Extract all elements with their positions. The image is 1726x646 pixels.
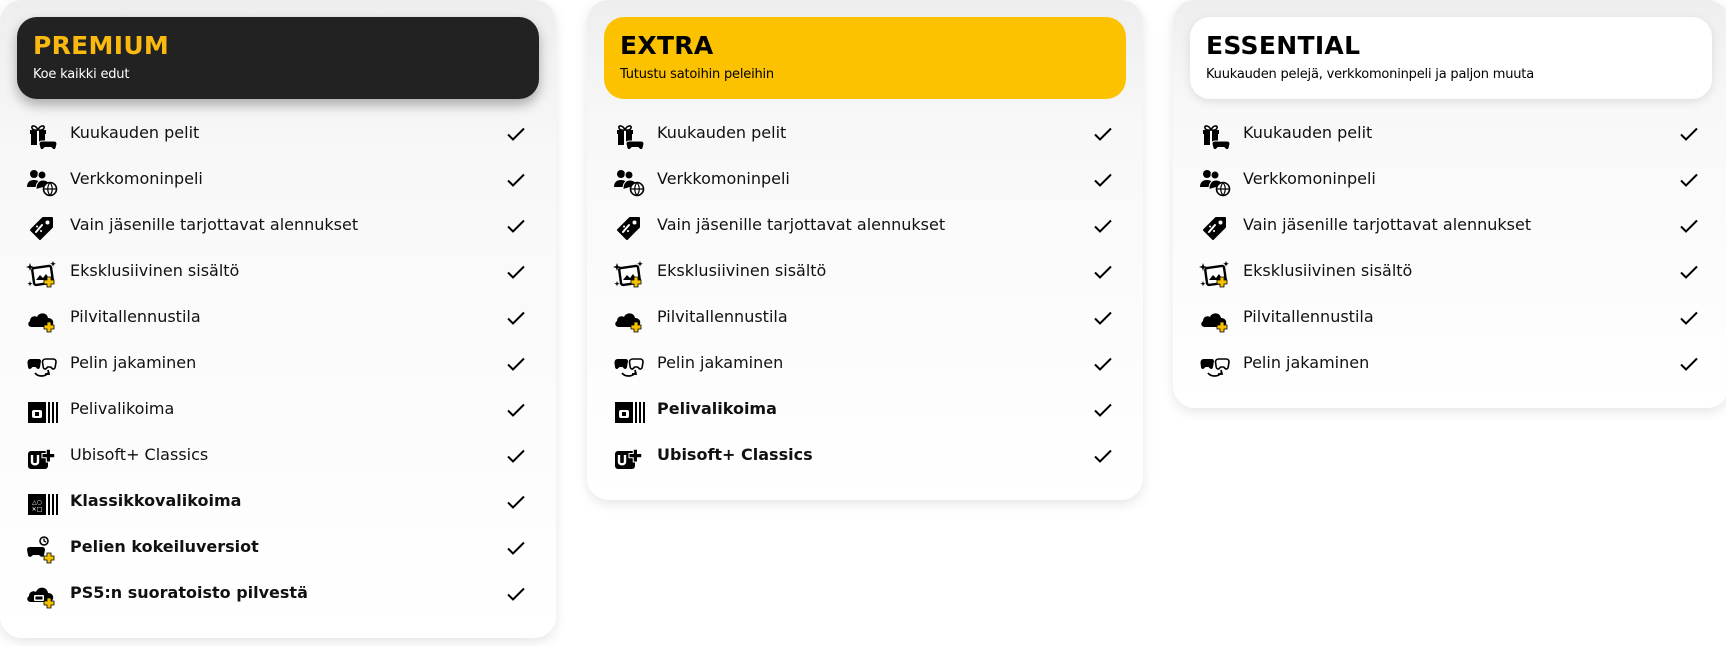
exclusive-content-icon [613, 259, 645, 289]
plan-card-essential [1173, 0, 1726, 408]
checkmark-icon [506, 126, 526, 142]
game-trial-icon [26, 535, 58, 565]
feature-label: Kuukauden pelit [70, 123, 200, 142]
feature-label: Pelin jakaminen [1243, 353, 1370, 372]
feature-item [0, 210, 556, 256]
plan-title: ESSENTIAL [1206, 31, 1361, 60]
controller-share-icon [26, 351, 58, 381]
checkmark-icon [1093, 402, 1113, 418]
feature-label: Ubisoft+ Classics [657, 445, 813, 464]
feature-label: Verkkomoninpeli [657, 169, 790, 188]
discount-tag-icon [613, 213, 645, 243]
svg-text:△○: △○ [32, 499, 42, 506]
plan-title: EXTRA [620, 31, 714, 60]
plan-title: PREMIUM [33, 31, 170, 60]
checkmark-icon [506, 494, 526, 510]
feature-item [0, 164, 556, 210]
cloud-plus-icon [613, 305, 645, 335]
feature-item [587, 164, 1143, 210]
feature-item [587, 440, 1143, 486]
feature-label: Kuukauden pelit [1243, 123, 1373, 142]
feature-label: Pelin jakaminen [70, 353, 197, 372]
checkmark-icon [506, 356, 526, 372]
feature-item [587, 256, 1143, 302]
feature-item [0, 256, 556, 302]
feature-label: Pelivalikoima [70, 399, 175, 418]
feature-label: Klassikkovalikoima [70, 491, 242, 510]
plan-subtitle: Kuukauden pelejä, verkkomoninpeli ja paljon muuta [1206, 67, 1534, 82]
feature-label: Verkkomoninpeli [70, 169, 203, 188]
controller-share-icon [613, 351, 645, 381]
discount-tag-icon [1199, 213, 1231, 243]
feature-item [587, 210, 1143, 256]
feature-label: Pelien kokeiluversiot [70, 537, 259, 556]
feature-label: Pilvitallennustila [70, 307, 201, 326]
checkmark-icon [1093, 264, 1113, 280]
checkmark-icon [1679, 310, 1699, 326]
feature-label: Eksklusiivinen sisältö [70, 261, 240, 280]
game-catalog-icon [26, 397, 58, 427]
exclusive-content-icon [1199, 259, 1231, 289]
feature-label: Pelivalikoima [657, 399, 777, 418]
checkmark-icon [1679, 218, 1699, 234]
game-catalog-icon [613, 397, 645, 427]
controller-share-icon [1199, 351, 1231, 381]
feature-item [1173, 118, 1726, 164]
feature-label: Vain jäsenille tarjottavat alennukset [1243, 215, 1532, 234]
cloud-plus-icon [26, 305, 58, 335]
feature-label: Vain jäsenille tarjottavat alennukset [70, 215, 359, 234]
checkmark-icon [1679, 356, 1699, 372]
checkmark-icon [1093, 310, 1113, 326]
feature-label: PS5:n suoratoisto pilvestä [70, 583, 308, 602]
feature-list [1173, 118, 1726, 394]
feature-label: Pelin jakaminen [657, 353, 784, 372]
svg-text:✕□: ✕□ [31, 506, 43, 513]
feature-item [587, 348, 1143, 394]
checkmark-icon [1093, 172, 1113, 188]
feature-item [0, 118, 556, 164]
feature-label: Eksklusiivinen sisältö [1243, 261, 1413, 280]
feature-item [1173, 210, 1726, 256]
checkmark-icon [1093, 448, 1113, 464]
feature-item [0, 578, 556, 624]
feature-item [0, 440, 556, 486]
checkmark-icon [506, 540, 526, 556]
checkmark-icon [506, 448, 526, 464]
cloud-streaming-icon [26, 581, 58, 611]
gift-controller-icon [1199, 121, 1231, 151]
feature-label: Ubisoft+ Classics [70, 445, 209, 464]
plan-header-premium [17, 17, 539, 99]
checkmark-icon [506, 218, 526, 234]
plan-header-essential [1190, 17, 1712, 99]
feature-list [0, 118, 556, 624]
feature-item [1173, 348, 1726, 394]
feature-list [587, 118, 1143, 486]
gift-controller-icon [613, 121, 645, 151]
users-globe-icon [26, 167, 58, 197]
feature-item [1173, 302, 1726, 348]
checkmark-icon [506, 172, 526, 188]
feature-item [587, 394, 1143, 440]
checkmark-icon [1093, 126, 1113, 142]
plan-card-extra [587, 0, 1143, 500]
feature-item [0, 302, 556, 348]
feature-label: Pilvitallennustila [1243, 307, 1374, 326]
plan-header-extra [604, 17, 1126, 99]
feature-label: Kuukauden pelit [657, 123, 787, 142]
feature-label: Pilvitallennustila [657, 307, 788, 326]
ubisoft-plus-icon [26, 443, 58, 473]
ubisoft-plus-icon [613, 443, 645, 473]
checkmark-icon [1679, 126, 1699, 142]
feature-label: Eksklusiivinen sisältö [657, 261, 827, 280]
checkmark-icon [506, 402, 526, 418]
plan-subtitle: Koe kaikki edut [33, 67, 130, 82]
feature-item [587, 118, 1143, 164]
feature-label: Verkkomoninpeli [1243, 169, 1376, 188]
feature-item [0, 532, 556, 578]
discount-tag-icon [26, 213, 58, 243]
feature-item [587, 302, 1143, 348]
feature-label: Vain jäsenille tarjottavat alennukset [657, 215, 946, 234]
exclusive-content-icon [26, 259, 58, 289]
checkmark-icon [506, 264, 526, 280]
checkmark-icon [1093, 356, 1113, 372]
plan-subtitle: Tutustu satoihin peleihin [620, 67, 774, 82]
checkmark-icon [506, 586, 526, 602]
gift-controller-icon [26, 121, 58, 151]
feature-item [0, 348, 556, 394]
users-globe-icon [613, 167, 645, 197]
checkmark-icon [506, 310, 526, 326]
feature-item [1173, 256, 1726, 302]
checkmark-icon [1679, 172, 1699, 188]
classics-catalog-icon [26, 489, 58, 519]
feature-item [1173, 164, 1726, 210]
feature-item [0, 394, 556, 440]
checkmark-icon [1679, 264, 1699, 280]
plan-card-premium [0, 0, 556, 638]
cloud-plus-icon [1199, 305, 1231, 335]
users-globe-icon [1199, 167, 1231, 197]
feature-item [0, 486, 556, 532]
checkmark-icon [1093, 218, 1113, 234]
